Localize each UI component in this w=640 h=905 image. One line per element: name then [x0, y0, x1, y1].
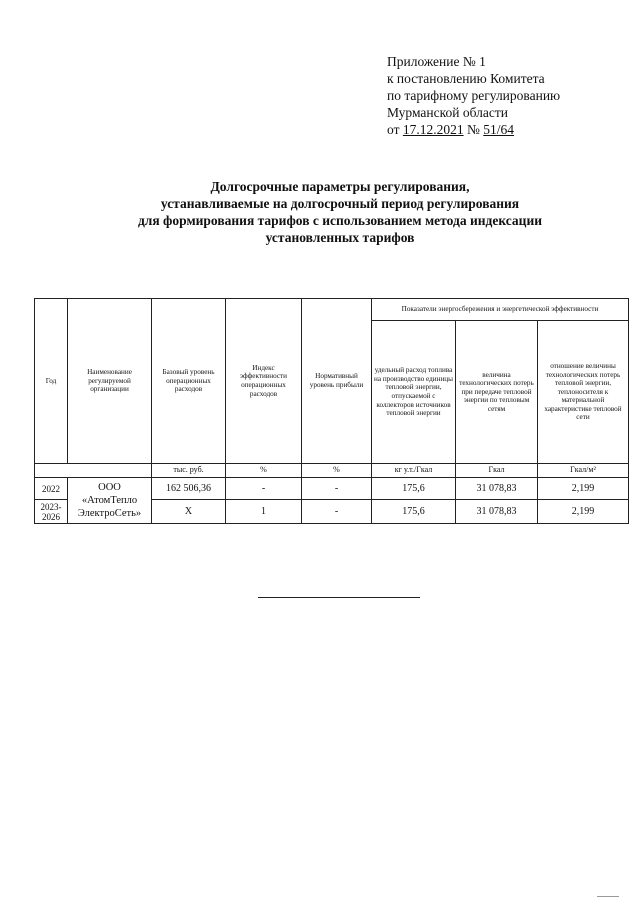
appendix-date-prefix: от [387, 122, 403, 137]
unit-technological-losses: Гкал [456, 464, 538, 478]
row-efficiency-index: - [226, 478, 302, 500]
row-technological-losses: 31 078,83 [456, 500, 538, 524]
row-year: 2022 [35, 478, 68, 500]
appendix-date-line [387, 121, 560, 138]
unit-efficiency-index: % [226, 464, 302, 478]
header-base-opex: Базовый уровень операционных расходов [152, 299, 226, 464]
header-normative-profit: Нормативный уровень прибыли [302, 299, 372, 464]
unit-losses-ratio: Гкал/м² [538, 464, 629, 478]
unit-base-opex: тыс. руб. [152, 464, 226, 478]
unit-year-empty [35, 464, 68, 478]
appendix-header [387, 53, 560, 138]
row-base-opex: X [152, 500, 226, 524]
row-losses-ratio: 2,199 [538, 500, 629, 524]
table-row [35, 478, 629, 500]
header-technological-losses: величина технологических потерь при передаче тепловой энергии по тепловым сетям [456, 321, 538, 464]
page-corner-mark [597, 896, 619, 897]
header-losses-ratio: отношение величины технологических потерь тепловой энергии, теплоносителя к материальной характеристике тепловой сети [538, 321, 629, 464]
row-base-opex: 162 506,36 [152, 478, 226, 500]
header-year: Год [35, 299, 68, 464]
unit-org-empty [68, 464, 152, 478]
title-line: устанавливаемые на долгосрочный период регулирования [160, 196, 520, 211]
organization-name: ООО «АтомТепло ЭлектроСеть» [68, 478, 152, 524]
header-organization: Наименование регулируемой организации [68, 299, 152, 464]
appendix-line: по тарифному регулированию [387, 88, 561, 103]
row-year: 2023-2026 [35, 500, 68, 524]
row-normative-profit: - [302, 500, 372, 524]
resolution-number: 51/64 [483, 122, 515, 137]
appendix-line: к постановлению Комитета [387, 71, 545, 86]
title-line: установленных тарифов [265, 230, 415, 245]
row-losses-ratio: 2,199 [538, 478, 629, 500]
number-sign: № [463, 122, 484, 137]
unit-fuel-consumption: кг у.т./Гкал [372, 464, 456, 478]
row-technological-losses: 31 078,83 [456, 478, 538, 500]
header-fuel-consumption: удельный расход топлива на производство единицы тепловой энергии, отпускаемой с коллекторов источников тепловой энергии [372, 321, 456, 464]
header-efficiency-index: Индекс эффективности операционных расходов [226, 299, 302, 464]
row-normative-profit: - [302, 478, 372, 500]
appendix-line: Приложение № 1 [387, 54, 486, 69]
row-fuel-consumption: 175,6 [372, 478, 456, 500]
closing-separator-line [258, 597, 420, 598]
row-fuel-consumption: 175,6 [372, 500, 456, 524]
title-line: для формирования тарифов с использованием метода индексации [137, 213, 543, 228]
unit-normative-profit: % [302, 464, 372, 478]
document-title [60, 178, 620, 246]
row-efficiency-index: 1 [226, 500, 302, 524]
regulation-parameters-table [34, 298, 629, 524]
title-line: Долгосрочные параметры регулирования, [210, 179, 470, 194]
resolution-date: 17.12.2021 [402, 122, 464, 137]
header-energy-efficiency-group: Показатели энергосбережения и энергетической эффективности [372, 299, 629, 321]
appendix-line: Мурманской области [387, 105, 508, 120]
